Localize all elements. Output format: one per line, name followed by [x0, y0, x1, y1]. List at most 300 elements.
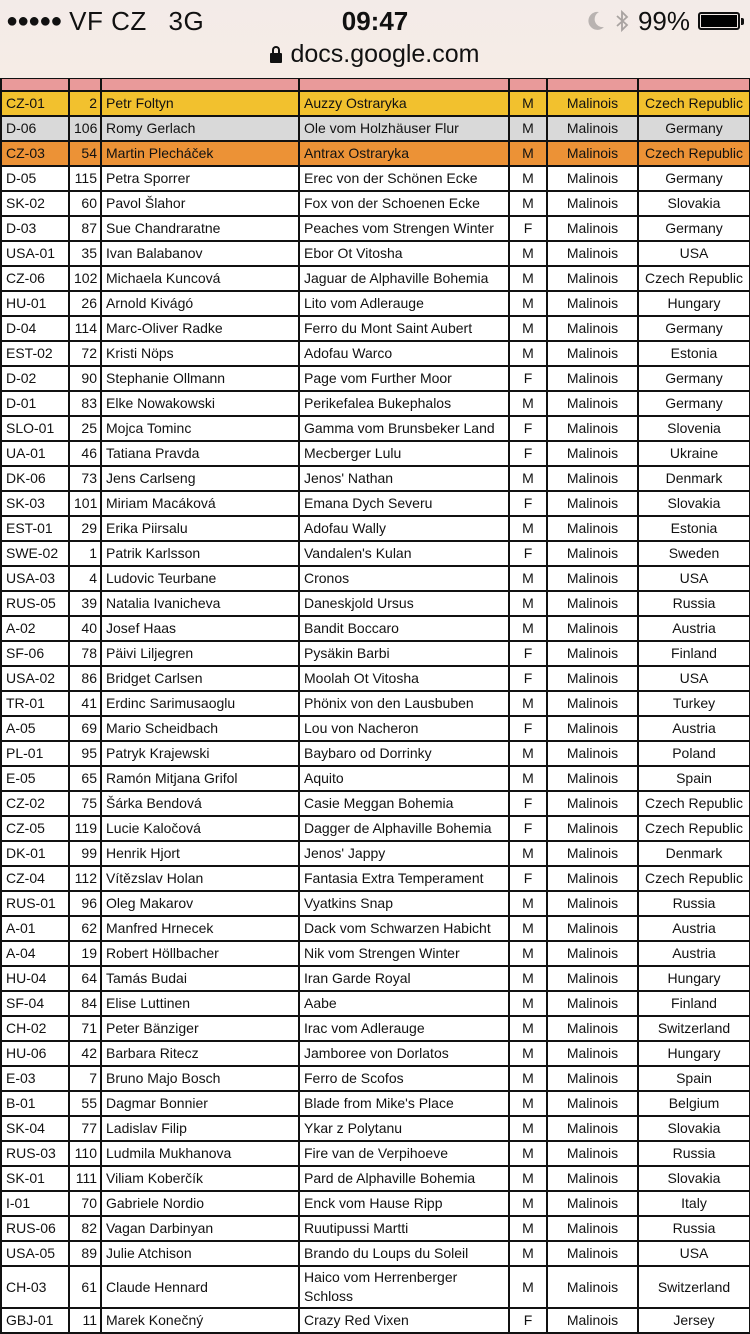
handler-cell[interactable]: Gabriele Nordio: [101, 1191, 299, 1216]
number-cell[interactable]: 119: [69, 816, 101, 841]
sex-cell[interactable]: M: [509, 341, 547, 366]
breed-cell[interactable]: Malinois: [547, 266, 638, 291]
code-cell[interactable]: RUS-05: [1, 591, 69, 616]
breed-cell[interactable]: Malinois: [547, 816, 638, 841]
dog-name-cell[interactable]: Casie Meggan Bohemia: [299, 791, 509, 816]
dog-name-cell[interactable]: Enck vom Hause Ripp: [299, 1191, 509, 1216]
sex-cell[interactable]: F: [509, 491, 547, 516]
number-cell[interactable]: 69: [69, 716, 101, 741]
code-cell[interactable]: D-04: [1, 316, 69, 341]
number-cell[interactable]: 70: [69, 1191, 101, 1216]
dog-name-cell[interactable]: Jamboree von Dorlatos: [299, 1041, 509, 1066]
handler-cell[interactable]: Patryk Krajewski: [101, 741, 299, 766]
country-cell[interactable]: Russia: [638, 1216, 750, 1241]
handler-cell[interactable]: Kristi Nöps: [101, 341, 299, 366]
sex-cell[interactable]: M: [509, 591, 547, 616]
handler-cell[interactable]: Ramón Mitjana Grifol: [101, 766, 299, 791]
code-cell[interactable]: HU-04: [1, 966, 69, 991]
dog-name-cell[interactable]: Nik vom Strengen Winter: [299, 941, 509, 966]
number-cell[interactable]: 54: [69, 141, 101, 166]
number-cell[interactable]: 1: [69, 541, 101, 566]
sex-cell[interactable]: M: [509, 841, 547, 866]
handler-cell[interactable]: Bruno Majo Bosch: [101, 1066, 299, 1091]
dog-name-cell[interactable]: Page vom Further Moor: [299, 366, 509, 391]
number-cell[interactable]: 41: [69, 691, 101, 716]
sex-cell[interactable]: F: [509, 416, 547, 441]
code-cell[interactable]: CH-03: [1, 1266, 69, 1308]
sex-cell[interactable]: F: [509, 641, 547, 666]
dog-name-cell[interactable]: Ferro de Scofos: [299, 1066, 509, 1091]
breed-cell[interactable]: Malinois: [547, 416, 638, 441]
number-cell[interactable]: 89: [69, 1241, 101, 1266]
sex-cell[interactable]: M: [509, 141, 547, 166]
number-cell[interactable]: 46: [69, 441, 101, 466]
country-cell[interactable]: Czech Republic: [638, 91, 750, 116]
country-cell[interactable]: Estonia: [638, 516, 750, 541]
breed-cell[interactable]: Malinois: [547, 1091, 638, 1116]
sex-cell[interactable]: M: [509, 1191, 547, 1216]
code-cell[interactable]: E-05: [1, 766, 69, 791]
number-cell[interactable]: 73: [69, 466, 101, 491]
code-cell[interactable]: CZ-01: [1, 91, 69, 116]
header-cell[interactable]: [509, 79, 547, 91]
number-cell[interactable]: 78: [69, 641, 101, 666]
dog-name-cell[interactable]: Auzzy Ostraryka: [299, 91, 509, 116]
sex-cell[interactable]: M: [509, 391, 547, 416]
dog-name-cell[interactable]: Ferro du Mont Saint Aubert: [299, 316, 509, 341]
number-cell[interactable]: 82: [69, 1216, 101, 1241]
handler-cell[interactable]: Ladislav Filip: [101, 1116, 299, 1141]
sex-cell[interactable]: F: [509, 541, 547, 566]
number-cell[interactable]: 75: [69, 791, 101, 816]
code-cell[interactable]: RUS-06: [1, 1216, 69, 1241]
sex-cell[interactable]: M: [509, 891, 547, 916]
number-cell[interactable]: 4: [69, 566, 101, 591]
number-cell[interactable]: 106: [69, 116, 101, 141]
number-cell[interactable]: 25: [69, 416, 101, 441]
number-cell[interactable]: 60: [69, 191, 101, 216]
handler-cell[interactable]: Manfred Hrnecek: [101, 916, 299, 941]
breed-cell[interactable]: Malinois: [547, 1141, 638, 1166]
number-cell[interactable]: 112: [69, 866, 101, 891]
sex-cell[interactable]: M: [509, 191, 547, 216]
handler-cell[interactable]: Šárka Bendová: [101, 791, 299, 816]
sex-cell[interactable]: M: [509, 91, 547, 116]
sex-cell[interactable]: M: [509, 166, 547, 191]
number-cell[interactable]: 7: [69, 1066, 101, 1091]
breed-cell[interactable]: Malinois: [547, 991, 638, 1016]
code-cell[interactable]: RUS-03: [1, 1141, 69, 1166]
code-cell[interactable]: CZ-03: [1, 141, 69, 166]
handler-cell[interactable]: Stephanie Ollmann: [101, 366, 299, 391]
handler-cell[interactable]: Erdinc Sarimusaoglu: [101, 691, 299, 716]
sex-cell[interactable]: M: [509, 566, 547, 591]
country-cell[interactable]: Germany: [638, 116, 750, 141]
code-cell[interactable]: USA-01: [1, 241, 69, 266]
code-cell[interactable]: USA-03: [1, 566, 69, 591]
breed-cell[interactable]: Malinois: [547, 966, 638, 991]
breed-cell[interactable]: Malinois: [547, 841, 638, 866]
country-cell[interactable]: Slovakia: [638, 1116, 750, 1141]
handler-cell[interactable]: Jens Carlseng: [101, 466, 299, 491]
header-cell[interactable]: [69, 79, 101, 91]
header-cell[interactable]: [638, 79, 750, 91]
country-cell[interactable]: Austria: [638, 616, 750, 641]
dog-name-cell[interactable]: Ykar z Polytanu: [299, 1116, 509, 1141]
number-cell[interactable]: 39: [69, 591, 101, 616]
sex-cell[interactable]: M: [509, 291, 547, 316]
handler-cell[interactable]: Arnold Kivágó: [101, 291, 299, 316]
country-cell[interactable]: Germany: [638, 216, 750, 241]
code-cell[interactable]: HU-01: [1, 291, 69, 316]
country-cell[interactable]: Ukraine: [638, 441, 750, 466]
dog-name-cell[interactable]: Jenos' Nathan: [299, 466, 509, 491]
dog-name-cell[interactable]: Phönix von den Lausbuben: [299, 691, 509, 716]
sex-cell[interactable]: F: [509, 216, 547, 241]
dog-name-cell[interactable]: Antrax Ostraryka: [299, 141, 509, 166]
handler-cell[interactable]: Josef Haas: [101, 616, 299, 641]
country-cell[interactable]: Switzerland: [638, 1016, 750, 1041]
dog-name-cell[interactable]: Ebor Ot Vitosha: [299, 241, 509, 266]
breed-cell[interactable]: Malinois: [547, 616, 638, 641]
handler-cell[interactable]: Romy Gerlach: [101, 116, 299, 141]
country-cell[interactable]: USA: [638, 566, 750, 591]
handler-cell[interactable]: Robert Höllbacher: [101, 941, 299, 966]
breed-cell[interactable]: Malinois: [547, 1066, 638, 1091]
number-cell[interactable]: 26: [69, 291, 101, 316]
address-bar[interactable]: [0, 40, 750, 69]
breed-cell[interactable]: Malinois: [547, 1266, 638, 1308]
number-cell[interactable]: 84: [69, 991, 101, 1016]
sex-cell[interactable]: F: [509, 791, 547, 816]
sex-cell[interactable]: M: [509, 766, 547, 791]
number-cell[interactable]: 96: [69, 891, 101, 916]
country-cell[interactable]: Czech Republic: [638, 266, 750, 291]
number-cell[interactable]: 2: [69, 91, 101, 116]
number-cell[interactable]: 19: [69, 941, 101, 966]
number-cell[interactable]: 11: [69, 1308, 101, 1333]
code-cell[interactable]: USA-05: [1, 1241, 69, 1266]
handler-cell[interactable]: Vagan Darbinyan: [101, 1216, 299, 1241]
sex-cell[interactable]: M: [509, 916, 547, 941]
sex-cell[interactable]: F: [509, 366, 547, 391]
handler-cell[interactable]: Elke Nowakowski: [101, 391, 299, 416]
country-cell[interactable]: Austria: [638, 941, 750, 966]
code-cell[interactable]: E-03: [1, 1066, 69, 1091]
handler-cell[interactable]: Elise Luttinen: [101, 991, 299, 1016]
number-cell[interactable]: 115: [69, 166, 101, 191]
code-cell[interactable]: D-05: [1, 166, 69, 191]
breed-cell[interactable]: Malinois: [547, 241, 638, 266]
handler-cell[interactable]: Ludmila Mukhanova: [101, 1141, 299, 1166]
breed-cell[interactable]: Malinois: [547, 1191, 638, 1216]
country-cell[interactable]: Russia: [638, 891, 750, 916]
number-cell[interactable]: 55: [69, 1091, 101, 1116]
sex-cell[interactable]: F: [509, 716, 547, 741]
code-cell[interactable]: EST-01: [1, 516, 69, 541]
code-cell[interactable]: SF-04: [1, 991, 69, 1016]
breed-cell[interactable]: Malinois: [547, 391, 638, 416]
handler-cell[interactable]: Henrik Hjort: [101, 841, 299, 866]
sex-cell[interactable]: F: [509, 866, 547, 891]
country-cell[interactable]: Hungary: [638, 1041, 750, 1066]
breed-cell[interactable]: Malinois: [547, 666, 638, 691]
url-text[interactable]: docs.google.com: [290, 40, 480, 68]
dog-name-cell[interactable]: Perikefalea Bukephalos: [299, 391, 509, 416]
number-cell[interactable]: 102: [69, 266, 101, 291]
country-cell[interactable]: Denmark: [638, 466, 750, 491]
code-cell[interactable]: SLO-01: [1, 416, 69, 441]
handler-cell[interactable]: Ludovic Teurbane: [101, 566, 299, 591]
country-cell[interactable]: Belgium: [638, 1091, 750, 1116]
code-cell[interactable]: D-06: [1, 116, 69, 141]
country-cell[interactable]: Denmark: [638, 841, 750, 866]
breed-cell[interactable]: Malinois: [547, 1116, 638, 1141]
handler-cell[interactable]: Julie Atchison: [101, 1241, 299, 1266]
number-cell[interactable]: 95: [69, 741, 101, 766]
handler-cell[interactable]: Miriam Macáková: [101, 491, 299, 516]
code-cell[interactable]: D-02: [1, 366, 69, 391]
handler-cell[interactable]: Päivi Liljegren: [101, 641, 299, 666]
breed-cell[interactable]: Malinois: [547, 1216, 638, 1241]
breed-cell[interactable]: Malinois: [547, 191, 638, 216]
dog-name-cell[interactable]: Fantasia Extra Temperament: [299, 866, 509, 891]
code-cell[interactable]: CZ-02: [1, 791, 69, 816]
handler-cell[interactable]: Peter Bänziger: [101, 1016, 299, 1041]
number-cell[interactable]: 90: [69, 366, 101, 391]
number-cell[interactable]: 29: [69, 516, 101, 541]
handler-cell[interactable]: Bridget Carlsen: [101, 666, 299, 691]
breed-cell[interactable]: Malinois: [547, 441, 638, 466]
number-cell[interactable]: 65: [69, 766, 101, 791]
handler-cell[interactable]: Michaela Kuncová: [101, 266, 299, 291]
dog-name-cell[interactable]: Mecberger Lulu: [299, 441, 509, 466]
sex-cell[interactable]: M: [509, 266, 547, 291]
dog-name-cell[interactable]: Ole vom Holzhäuser Flur: [299, 116, 509, 141]
country-cell[interactable]: Germany: [638, 366, 750, 391]
dog-name-cell[interactable]: Blade from Mike's Place: [299, 1091, 509, 1116]
dog-name-cell[interactable]: Jenos' Jappy: [299, 841, 509, 866]
country-cell[interactable]: Finland: [638, 641, 750, 666]
sex-cell[interactable]: M: [509, 1041, 547, 1066]
dog-name-cell[interactable]: Brando du Loups du Soleil: [299, 1241, 509, 1266]
dog-name-cell[interactable]: Haico vom Herrenberger Schloss: [299, 1266, 509, 1308]
sex-cell[interactable]: F: [509, 1308, 547, 1333]
sex-cell[interactable]: F: [509, 441, 547, 466]
handler-cell[interactable]: Viliam Koberčík: [101, 1166, 299, 1191]
code-cell[interactable]: CZ-04: [1, 866, 69, 891]
breed-cell[interactable]: Malinois: [547, 516, 638, 541]
handler-cell[interactable]: Vítězslav Holan: [101, 866, 299, 891]
number-cell[interactable]: 114: [69, 316, 101, 341]
header-cell[interactable]: [299, 79, 509, 91]
dog-name-cell[interactable]: Emana Dych Severu: [299, 491, 509, 516]
dog-name-cell[interactable]: Ruutipussi Martti: [299, 1216, 509, 1241]
dog-name-cell[interactable]: Peaches vom Strengen Winter: [299, 216, 509, 241]
number-cell[interactable]: 42: [69, 1041, 101, 1066]
dog-name-cell[interactable]: Fox von der Schoenen Ecke: [299, 191, 509, 216]
sex-cell[interactable]: M: [509, 616, 547, 641]
code-cell[interactable]: SF-06: [1, 641, 69, 666]
sex-cell[interactable]: M: [509, 991, 547, 1016]
sex-cell[interactable]: M: [509, 1066, 547, 1091]
header-cell[interactable]: [1, 79, 69, 91]
breed-cell[interactable]: Malinois: [547, 116, 638, 141]
handler-cell[interactable]: Martin Plecháček: [101, 141, 299, 166]
dog-name-cell[interactable]: Pysäkin Barbi: [299, 641, 509, 666]
code-cell[interactable]: SK-01: [1, 1166, 69, 1191]
dog-name-cell[interactable]: Crazy Red Vixen: [299, 1308, 509, 1333]
dog-name-cell[interactable]: Dagger de Alphaville Bohemia: [299, 816, 509, 841]
number-cell[interactable]: 87: [69, 216, 101, 241]
sex-cell[interactable]: M: [509, 116, 547, 141]
code-cell[interactable]: SK-02: [1, 191, 69, 216]
country-cell[interactable]: Switzerland: [638, 1266, 750, 1308]
dog-name-cell[interactable]: Iran Garde Royal: [299, 966, 509, 991]
number-cell[interactable]: 101: [69, 491, 101, 516]
code-cell[interactable]: CZ-06: [1, 266, 69, 291]
dog-name-cell[interactable]: Baybaro od Dorrinky: [299, 741, 509, 766]
breed-cell[interactable]: Malinois: [547, 166, 638, 191]
country-cell[interactable]: Sweden: [638, 541, 750, 566]
code-cell[interactable]: UA-01: [1, 441, 69, 466]
number-cell[interactable]: 72: [69, 341, 101, 366]
dog-name-cell[interactable]: Fire van de Verpihoeve: [299, 1141, 509, 1166]
dog-name-cell[interactable]: Adofau Wally: [299, 516, 509, 541]
dog-name-cell[interactable]: Lou von Nacheron: [299, 716, 509, 741]
sex-cell[interactable]: F: [509, 816, 547, 841]
breed-cell[interactable]: Malinois: [547, 216, 638, 241]
country-cell[interactable]: Jersey: [638, 1308, 750, 1333]
country-cell[interactable]: Germany: [638, 316, 750, 341]
handler-cell[interactable]: Petra Sporrer: [101, 166, 299, 191]
country-cell[interactable]: USA: [638, 666, 750, 691]
sex-cell[interactable]: M: [509, 316, 547, 341]
breed-cell[interactable]: Malinois: [547, 366, 638, 391]
handler-cell[interactable]: Erika Piirsalu: [101, 516, 299, 541]
country-cell[interactable]: Hungary: [638, 291, 750, 316]
sex-cell[interactable]: M: [509, 1166, 547, 1191]
code-cell[interactable]: D-03: [1, 216, 69, 241]
sex-cell[interactable]: M: [509, 1241, 547, 1266]
sex-cell[interactable]: M: [509, 1091, 547, 1116]
number-cell[interactable]: 35: [69, 241, 101, 266]
country-cell[interactable]: Italy: [638, 1191, 750, 1216]
dog-name-cell[interactable]: Daneskjold Ursus: [299, 591, 509, 616]
country-cell[interactable]: Turkey: [638, 691, 750, 716]
breed-cell[interactable]: Malinois: [547, 1241, 638, 1266]
sex-cell[interactable]: M: [509, 1216, 547, 1241]
breed-cell[interactable]: Malinois: [547, 716, 638, 741]
number-cell[interactable]: 62: [69, 916, 101, 941]
code-cell[interactable]: B-01: [1, 1091, 69, 1116]
country-cell[interactable]: Russia: [638, 1141, 750, 1166]
breed-cell[interactable]: Malinois: [547, 291, 638, 316]
dog-name-cell[interactable]: Jaguar de Alphaville Bohemia: [299, 266, 509, 291]
number-cell[interactable]: 61: [69, 1266, 101, 1308]
breed-cell[interactable]: Malinois: [547, 591, 638, 616]
country-cell[interactable]: Estonia: [638, 341, 750, 366]
breed-cell[interactable]: Malinois: [547, 141, 638, 166]
breed-cell[interactable]: Malinois: [547, 741, 638, 766]
handler-cell[interactable]: Natalia Ivanicheva: [101, 591, 299, 616]
handler-cell[interactable]: Ivan Balabanov: [101, 241, 299, 266]
code-cell[interactable]: I-01: [1, 1191, 69, 1216]
breed-cell[interactable]: Malinois: [547, 891, 638, 916]
handler-cell[interactable]: Lucie Kaločová: [101, 816, 299, 841]
header-cell[interactable]: [101, 79, 299, 91]
dog-name-cell[interactable]: Gamma vom Brunsbeker Land: [299, 416, 509, 441]
code-cell[interactable]: A-04: [1, 941, 69, 966]
code-cell[interactable]: SK-03: [1, 491, 69, 516]
code-cell[interactable]: EST-02: [1, 341, 69, 366]
handler-cell[interactable]: Barbara Ritecz: [101, 1041, 299, 1066]
breed-cell[interactable]: Malinois: [547, 566, 638, 591]
dog-name-cell[interactable]: Pard de Alphaville Bohemia: [299, 1166, 509, 1191]
country-cell[interactable]: USA: [638, 241, 750, 266]
dog-name-cell[interactable]: Moolah Ot Vitosha: [299, 666, 509, 691]
breed-cell[interactable]: Malinois: [547, 1166, 638, 1191]
spreadsheet[interactable]: [0, 78, 750, 1334]
country-cell[interactable]: Czech Republic: [638, 816, 750, 841]
dog-name-cell[interactable]: Adofau Warco: [299, 341, 509, 366]
handler-cell[interactable]: Sue Chandraratne: [101, 216, 299, 241]
country-cell[interactable]: Slovakia: [638, 191, 750, 216]
sex-cell[interactable]: M: [509, 741, 547, 766]
sex-cell[interactable]: M: [509, 1141, 547, 1166]
dog-name-cell[interactable]: Aquito: [299, 766, 509, 791]
sex-cell[interactable]: M: [509, 691, 547, 716]
country-cell[interactable]: Czech Republic: [638, 141, 750, 166]
handler-cell[interactable]: Mojca Tominc: [101, 416, 299, 441]
sex-cell[interactable]: M: [509, 941, 547, 966]
handler-cell[interactable]: Claude Hennard: [101, 1266, 299, 1308]
dog-name-cell[interactable]: Lito vom Adlerauge: [299, 291, 509, 316]
number-cell[interactable]: 111: [69, 1166, 101, 1191]
breed-cell[interactable]: Malinois: [547, 541, 638, 566]
code-cell[interactable]: USA-02: [1, 666, 69, 691]
country-cell[interactable]: Spain: [638, 1066, 750, 1091]
country-cell[interactable]: Slovakia: [638, 491, 750, 516]
country-cell[interactable]: Russia: [638, 591, 750, 616]
country-cell[interactable]: Austria: [638, 916, 750, 941]
breed-cell[interactable]: Malinois: [547, 1308, 638, 1333]
breed-cell[interactable]: Malinois: [547, 766, 638, 791]
dog-name-cell[interactable]: Cronos: [299, 566, 509, 591]
breed-cell[interactable]: Malinois: [547, 641, 638, 666]
breed-cell[interactable]: Malinois: [547, 341, 638, 366]
number-cell[interactable]: 110: [69, 1141, 101, 1166]
country-cell[interactable]: Spain: [638, 766, 750, 791]
code-cell[interactable]: A-05: [1, 716, 69, 741]
handler-cell[interactable]: Marek Konečný: [101, 1308, 299, 1333]
country-cell[interactable]: Hungary: [638, 966, 750, 991]
sex-cell[interactable]: M: [509, 241, 547, 266]
number-cell[interactable]: 64: [69, 966, 101, 991]
number-cell[interactable]: 40: [69, 616, 101, 641]
country-cell[interactable]: Czech Republic: [638, 866, 750, 891]
number-cell[interactable]: 86: [69, 666, 101, 691]
handler-cell[interactable]: Marc-Oliver Radke: [101, 316, 299, 341]
code-cell[interactable]: SWE-02: [1, 541, 69, 566]
dog-name-cell[interactable]: Dack vom Schwarzen Habicht: [299, 916, 509, 941]
breed-cell[interactable]: Malinois: [547, 916, 638, 941]
country-cell[interactable]: Slovakia: [638, 1166, 750, 1191]
code-cell[interactable]: SK-04: [1, 1116, 69, 1141]
code-cell[interactable]: DK-06: [1, 466, 69, 491]
country-cell[interactable]: Germany: [638, 166, 750, 191]
handler-cell[interactable]: Pavol Šlahor: [101, 191, 299, 216]
